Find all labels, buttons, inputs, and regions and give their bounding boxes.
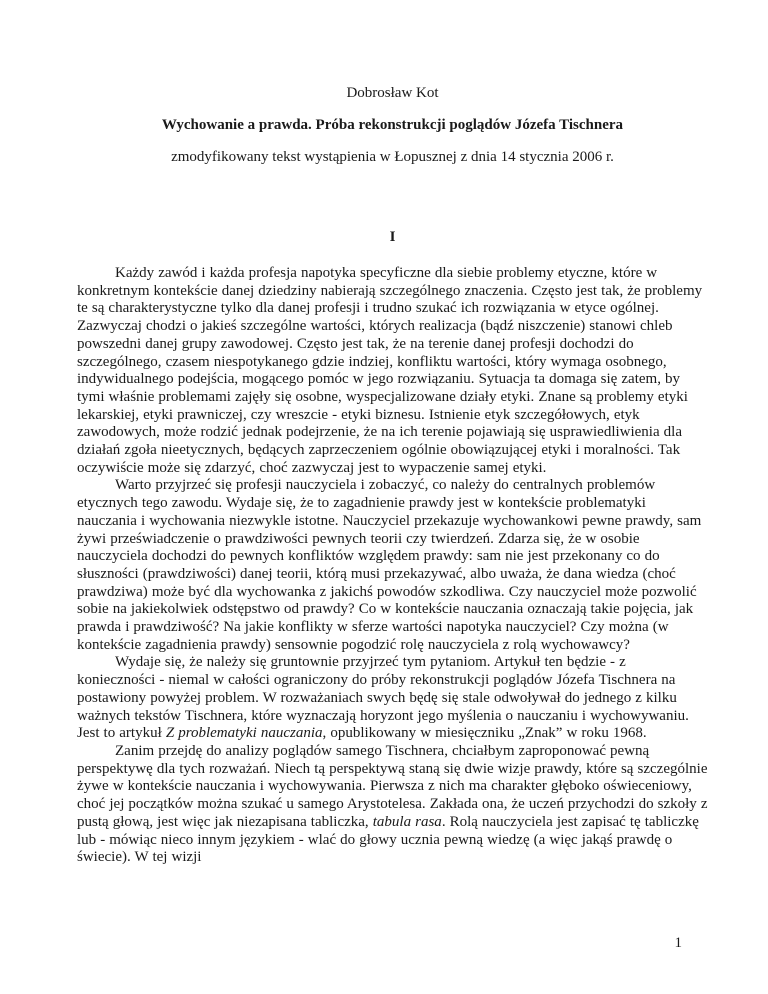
document-title: Wychowanie a prawda. Próba rekonstrukcji poglądów Józefa Tischnera [161, 117, 624, 133]
italic-text-run: Z problematyki nauczania [165, 725, 323, 742]
text-run: . Rolą nauczyciela jest zapisać tę tabliczkę lub - mówiąc nieco innym językiem - wlać do głowy ucznia pewną wiedzę (a więc jakąś prawdę o świecie). W tej wizji [77, 813, 699, 866]
paragraph [77, 477, 708, 654]
section-heading: I [389, 229, 396, 245]
author: Dobrosław Kot [346, 85, 439, 101]
page-number: 1 [674, 935, 682, 951]
text-run: Zanim przejdę do analizy poglądów samego Tischnera, chciałbym zaproponować pewną perspektywę dla tych rozważań. Niech tą perspektywą staną się dwie wizje prawdy, które są szczególnie żywe w kontekście nauczania i wychowywania. Pierwsza z nich ma charakter głęboko oświeceniowy, choć jej początków można szukać u samego Arystotelesa. Zakłada ona, że uczeń przychodzi do szkoły z pustą głową, jest więc jak niezapisana tabliczka, [77, 742, 708, 830]
document-subtitle: zmodyfikowany tekst wystąpienia w Łopusznej z dnia 14 stycznia 2006 r. [171, 149, 614, 165]
paragraph [77, 654, 708, 743]
text-run: Wydaje się, że należy się gruntownie przyjrzeć tym pytaniom. Artykuł ten będzie - z konieczności - niemal w całości ograniczony do próby rekonstrukcji poglądów Józefa Tischnera na postawiony powyżej problem. W rozważaniach swych będę się stale odwoływał do jednego z kilku ważnych tekstów Tischnera, które wyznaczają horyzont jego myślenia o nauczaniu i wychowywaniu. Jest to artykuł [77, 654, 689, 742]
paragraph [77, 743, 708, 867]
text-run: , opublikowany w miesięczniku „Znak” w roku 1968. [322, 725, 647, 742]
paragraph [77, 265, 708, 477]
text-run: Warto przyjrzeć się profesji nauczyciela i zobaczyć, co należy do centralnych problemów etycznych tego zawodu. Wydaje się, że to zagadnienie prawdy jest w kontekście problematyki nauczania i wychowania niezwykle istotne. Nauczyciel przekazuje wychowankowi pewne prawdy, sam żywi przeświadczenie o prawdziwości pewnych teorii czy twierdzeń. Zdarza się, że w osobie nauczyciela dochodzi do pewnych konfliktów względem prawdy: sam nie jest przekonany co do słuszności (prawdziwości) danej teorii, którą musi przekazywać, albo uważa, że dana wiedza (choć prawdziwa) może być dla wychowanka z jakichś powodów szkodliwa. Czy nauczyciel może pozwolić sobie na jakiekolwiek odstępstwo od prawdy? Co w kontekście nauczania oznaczają takie pojęcia, jak prawda i prawdziwość? Na jakie konflikty w sferze wartości napotyka nauczyciel? Czy można (w kontekście zagadnienia prawdy) sensownie pogodzić rolę nauczyciela z rolą wychowawcy? [77, 477, 702, 653]
italic-text-run: tabula rasa [372, 813, 442, 830]
document-body [77, 265, 708, 867]
text-run: Każdy zawód i każda profesja napotyka specyficzne dla siebie problemy etyczne, które w konkretnym kontekście danej dziedziny nabierają szczególnego znaczenia. Często jest tak, że problemy te są charakterystyczne tylko dla danej profesji i trudno szukać ich rozwiązania w etyce ogólnej. Zazwyczaj chodzi o jakieś szczególne wartości, których realizacja (bądź niszczenie) stanowi chleb powszedni danej grupy zawodowej. Często jest tak, że na terenie danej profesji dochodzi do szczególnego, czasem niespotykanego gdzie indziej, konfliktu wartości, który wymaga osobnego, indywidualnego podejścia, mogącego pomóc w jego rozwiązaniu. Sytuacja ta domaga się zatem, by tymi właśnie problemami zajęły się osobne, wyspecjalizowane działy etyki. Znane są problemy etyki lekarskiej, etyki prawniczej, czy wreszcie - etyki biznesu. Istnienie etyk szczegółowych, etyk zawodowych, może rodzić jednak podejrzenie, że na ich terenie pojawiają się usprawiedliwienia dla działań zgoła nieetycznych, będących zaprzeczeniem ogólnie obowiązującej etyki i moralności. Tak oczywiście może się zdarzyć, choć zazwyczaj jest to wypaczenie samej etyki. [77, 265, 703, 476]
